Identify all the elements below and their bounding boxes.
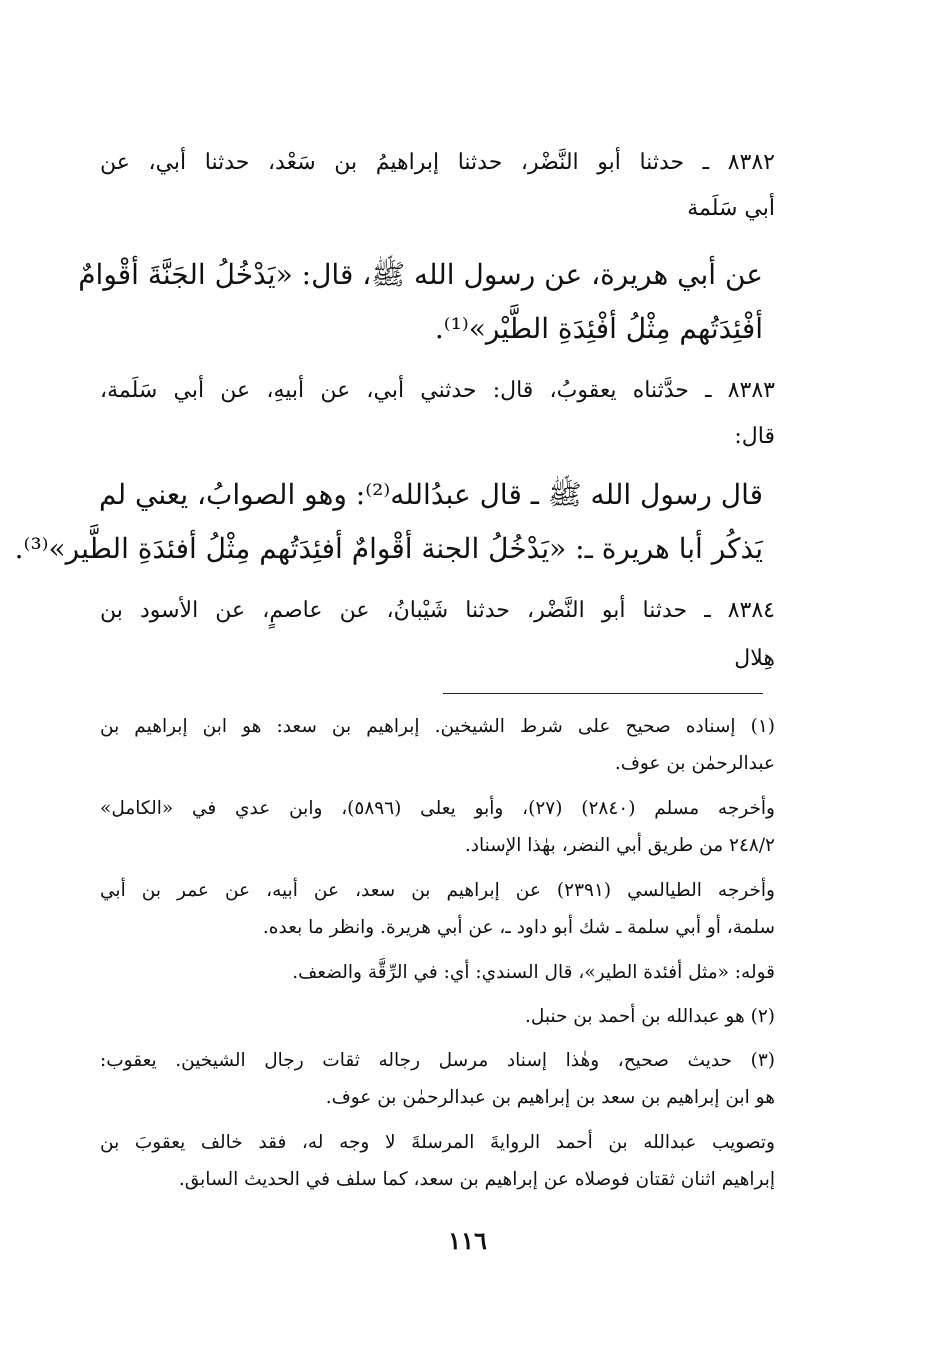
hadith-text-line: قال رسول الله ﷺ ـ قال عبدُالله⁽²⁾: وهو الصوابُ، يعني لم <box>98 478 763 511</box>
footnote-line: وتصويب عبدالله بن أحمد الروايةَ المرسلةَ لا وجه له، فقد خالف يعقوبَ بن <box>100 1132 775 1153</box>
hadith-8382-text <box>78 258 763 358</box>
footnotes <box>100 716 775 1206</box>
chain-line: ٨٣٨٤ ـ حدثنا أبو النَّضْر، حدثنا شَيْبانُ، عن عاصمٍ، عن الأسود بن <box>100 598 775 623</box>
hadith-8383-chain <box>100 378 775 458</box>
footnote-line: سلمة، أو أبي سلمة ـ شك أبو داود ـ، عن أبي هريرة. وانظر ما بعده. <box>262 917 775 938</box>
chain-line: هِلال <box>734 646 775 671</box>
hadith-8384-chain <box>100 598 775 678</box>
footnote-line: وأخرجه الطيالسي (٢٣٩١) عن إبراهيم بن سعد، عن أبيه، عن عمر بن أبي <box>100 880 775 901</box>
footnote-line: إبراهيم اثنان ثقتان فوصلاه عن إبراهيم بن سعد، كما سلف في الحديث السابق. <box>178 1169 775 1190</box>
hadith-text-line: يَذكُر أبا هريرة ـ: «يَدْخُلُ الجنة أقْوامٌ أفئِدَتُهم مِثْلُ أفئدَةِ الطَّير»⁽³⁾. <box>14 532 763 565</box>
footnote-line: (٢) هو عبدالله بن أحمد بن حنبل. <box>524 1006 775 1027</box>
hadith-8382-chain <box>100 150 775 230</box>
hadith-text-line: عن أبي هريرة، عن رسول الله ﷺ، قال: «يَدْخُلُ الجَنَّةَ أقْوامٌ <box>78 258 763 291</box>
footnote-line: عبدالرحمٰن بن عوف. <box>614 753 775 774</box>
hadith-8383-text <box>14 478 763 578</box>
footnote-line: قوله: «مثل أفئدة الطير»، قال السندي: أي: في الرِّقَّة والضعف. <box>292 962 775 983</box>
footnote-line: (٣) حديث صحيح، وهٰذا إسناد مرسل رجاله ثقات رجال الشيخين. يعقوب: <box>100 1050 775 1071</box>
footnote-line: ٢٤٨/٢ من طريق أبي النضر، بهٰذا الإسناد. <box>464 835 775 856</box>
footnote-separator <box>443 693 763 694</box>
footnote-line: وأخرجه مسلم (٢٨٤٠) (٢٧)، وأبو يعلى (٥٨٩٦)، وابن عدي في «الكامل» <box>100 798 775 819</box>
hadith-text-line: أفْئِدَتُهم مِثْلُ أفْئِدَةِ الطَّيْر»⁽¹⁾. <box>434 312 763 345</box>
footnote-line: هو ابن إبراهيم بن سعد بن إبراهيم بن عبدالرحمٰن بن عوف. <box>325 1087 775 1108</box>
chain-line: ٨٣٨٣ ـ حدَّثناه يعقوبُ، قال: حدثني أبي، عن أبيهِ، عن أبي سَلَمة، <box>100 378 775 403</box>
chain-line: قال: <box>734 424 775 449</box>
chain-line: ٨٣٨٢ ـ حدثنا أبو النَّضْر، حدثنا إبراهيمُ بن سَعْد، حدثنا أبي، عن <box>100 150 775 175</box>
page-number: ١١٦ <box>448 1226 487 1255</box>
footnote-line: (١) إسناده صحيح على شرط الشيخين. إبراهيم بن سعد: هو ابن إبراهيم بن <box>100 716 775 737</box>
chain-line: أبي سَلَمة <box>687 196 775 221</box>
